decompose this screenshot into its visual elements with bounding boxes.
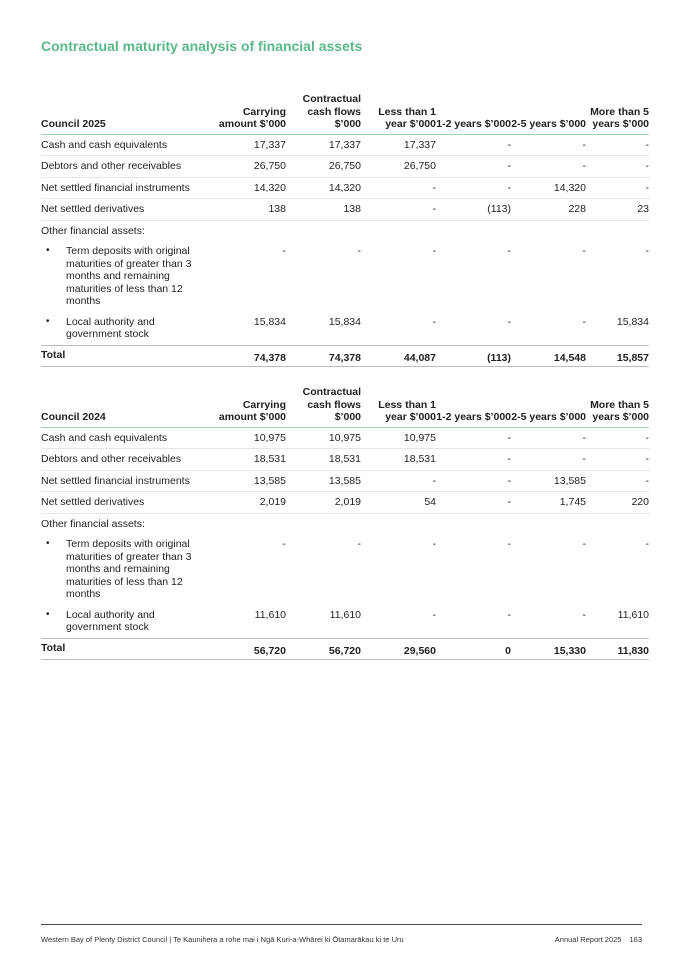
cell-value: 56,720 xyxy=(286,638,361,660)
cell-value: - xyxy=(645,245,649,257)
cell-value: 54 xyxy=(361,492,436,514)
bullet-row xyxy=(41,312,649,346)
cell-value: - xyxy=(282,245,286,257)
cell-value: - xyxy=(586,427,649,449)
cell-value: (113) xyxy=(436,345,511,367)
table-heading: Council 2024 xyxy=(41,386,214,427)
cell-value: 2,019 xyxy=(214,492,286,514)
cell-value: - xyxy=(436,156,511,178)
column-header: Contractual cash flows $’000 xyxy=(286,93,361,134)
cell-value: 15,857 xyxy=(586,345,649,367)
cell-value: 10,975 xyxy=(214,427,286,449)
column-header: 1-2 years $’000 xyxy=(436,93,511,134)
row-label: Local authority and government stock xyxy=(66,315,155,340)
cell-value: - xyxy=(436,427,511,449)
page-title: Contractual maturity analysis of financial assets xyxy=(41,38,363,54)
cell-value: 138 xyxy=(286,199,361,221)
cell-value: - xyxy=(582,538,586,550)
cell-value: - xyxy=(282,538,286,550)
cell-value: 18,531 xyxy=(361,449,436,471)
row-label: Cash and cash equivalents xyxy=(41,134,214,156)
cell-value: - xyxy=(357,538,361,550)
cell-value: 10,975 xyxy=(286,427,361,449)
cell-value: 74,378 xyxy=(286,345,361,367)
cell-value: - xyxy=(507,315,511,328)
cell-value: 0 xyxy=(436,638,511,660)
table-heading: Council 2025 xyxy=(41,93,214,134)
footer-organisation: Western Bay of Plenty District Council | Te Kaunihera a rohe mai i Ngā Kuri-a-Whārei ki Ōtamarākau ki te Uru xyxy=(41,935,404,944)
cell-value: - xyxy=(586,177,649,199)
cell-value: 11,610 xyxy=(617,608,649,621)
cell-value: 26,750 xyxy=(286,156,361,178)
total-row xyxy=(41,345,649,367)
cell-value: - xyxy=(582,245,586,257)
cell-value: 220 xyxy=(586,492,649,514)
column-header: Less than 1 year $’000 xyxy=(361,386,436,427)
footer-report-info xyxy=(555,935,642,944)
cell-value: - xyxy=(436,492,511,514)
cell-value: - xyxy=(511,449,586,471)
cell-value: - xyxy=(586,156,649,178)
bullet-icon: • xyxy=(46,538,50,549)
cell-value: - xyxy=(582,608,586,621)
section-label-row xyxy=(41,513,649,534)
cell-value: 13,585 xyxy=(511,470,586,492)
cell-value: 14,320 xyxy=(286,177,361,199)
cell-value: 10,975 xyxy=(361,427,436,449)
cell-value: 228 xyxy=(511,199,586,221)
cell-value: 56,720 xyxy=(214,638,286,660)
table-row xyxy=(41,427,649,449)
maturity-table-2 xyxy=(41,386,649,660)
row-label: Debtors and other receivables xyxy=(41,156,214,178)
cell-value: - xyxy=(432,315,436,328)
maturity-table-1 xyxy=(41,93,649,367)
cell-value: 13,585 xyxy=(286,470,361,492)
cell-value: 2,019 xyxy=(286,492,361,514)
footer-divider xyxy=(41,924,642,925)
cell-value: (113) xyxy=(436,199,511,221)
table-row xyxy=(41,134,649,156)
row-label: Cash and cash equivalents xyxy=(41,427,214,449)
cell-value: - xyxy=(432,608,436,621)
cell-value: - xyxy=(645,538,649,550)
cell-value: 15,834 xyxy=(253,315,286,328)
cell-value: 15,330 xyxy=(511,638,586,660)
table-row xyxy=(41,449,649,471)
cell-value: 18,531 xyxy=(214,449,286,471)
total-row xyxy=(41,638,649,660)
cell-value: - xyxy=(511,156,586,178)
row-label: Term deposits with original maturities of greater than 3 months and remaining maturities of less than 12 months xyxy=(66,245,192,307)
cell-value: - xyxy=(432,538,436,550)
cell-value: - xyxy=(436,449,511,471)
cell-value: 15,834 xyxy=(328,315,361,328)
cell-value: 13,585 xyxy=(214,470,286,492)
cell-value: 74,378 xyxy=(214,345,286,367)
table-row xyxy=(41,199,649,221)
cell-value: 11,830 xyxy=(586,638,649,660)
row-label: Net settled financial instruments xyxy=(41,177,214,199)
table-row xyxy=(41,177,649,199)
table-row xyxy=(41,492,649,514)
footer-report-name: Annual Report 2025 xyxy=(554,935,622,944)
cell-value: 11,610 xyxy=(254,608,286,621)
column-header: Contractual cash flows $’000 xyxy=(286,386,361,427)
cell-value: - xyxy=(507,538,511,550)
row-label: Local authority and government stock xyxy=(66,608,155,633)
column-header: 2-5 years $’000 xyxy=(511,386,586,427)
cell-value: - xyxy=(507,608,511,621)
column-header: 2-5 years $’000 xyxy=(511,93,586,134)
page-number: 163 xyxy=(629,935,642,944)
table-row xyxy=(41,156,649,178)
row-label: Net settled derivatives xyxy=(41,199,214,221)
bullet-row xyxy=(41,534,649,605)
bullet-row xyxy=(41,241,649,312)
row-label: Net settled financial instruments xyxy=(41,470,214,492)
section-label-row xyxy=(41,220,649,241)
cell-value: 15,834 xyxy=(616,315,649,328)
cell-value: - xyxy=(361,470,436,492)
cell-value: - xyxy=(511,427,586,449)
cell-value: - xyxy=(357,245,361,257)
row-label: Debtors and other receivables xyxy=(41,449,214,471)
row-label: Term deposits with original maturities of greater than 3 months and remaining maturities of less than 12 months xyxy=(66,538,192,600)
cell-value: 1,745 xyxy=(511,492,586,514)
cell-value: 14,320 xyxy=(214,177,286,199)
cell-value: - xyxy=(586,134,649,156)
row-label: Total xyxy=(41,638,214,660)
cell-value: - xyxy=(436,470,511,492)
cell-value: 14,320 xyxy=(511,177,586,199)
cell-value: 17,337 xyxy=(286,134,361,156)
cell-value: - xyxy=(507,245,511,257)
cell-value: - xyxy=(582,315,586,328)
cell-value: 26,750 xyxy=(214,156,286,178)
cell-value: 17,337 xyxy=(214,134,286,156)
section-label: Other financial assets: xyxy=(41,224,145,237)
bullet-icon: • xyxy=(46,315,50,327)
cell-value: 18,531 xyxy=(286,449,361,471)
table-row xyxy=(41,470,649,492)
cell-value: - xyxy=(361,199,436,221)
cell-value: 26,750 xyxy=(361,156,436,178)
column-header: Carrying amount $’000 xyxy=(214,386,286,427)
cell-value: 14,548 xyxy=(511,345,586,367)
cell-value: - xyxy=(436,134,511,156)
cell-value: - xyxy=(432,245,436,257)
bullet-row xyxy=(41,605,649,639)
column-header: Carrying amount $’000 xyxy=(214,93,286,134)
column-header: More than 5 years $’000 xyxy=(586,93,649,134)
row-label: Net settled derivatives xyxy=(41,492,214,514)
column-header: More than 5 years $’000 xyxy=(586,386,649,427)
cell-value: - xyxy=(586,470,649,492)
cell-value: 44,087 xyxy=(361,345,436,367)
cell-value: - xyxy=(586,449,649,471)
bullet-icon: • xyxy=(46,608,50,620)
cell-value: 23 xyxy=(586,199,649,221)
cell-value: 138 xyxy=(214,199,286,221)
column-header: 1-2 years $’000 xyxy=(436,386,511,427)
column-header: Less than 1 year $’000 xyxy=(361,93,436,134)
cell-value: - xyxy=(361,177,436,199)
cell-value: 29,560 xyxy=(361,638,436,660)
cell-value: 17,337 xyxy=(361,134,436,156)
section-label: Other financial assets: xyxy=(41,517,145,530)
bullet-icon: • xyxy=(46,245,50,256)
cell-value: - xyxy=(436,177,511,199)
row-label: Total xyxy=(41,345,214,367)
cell-value: 11,610 xyxy=(329,608,361,621)
cell-value: - xyxy=(511,134,586,156)
